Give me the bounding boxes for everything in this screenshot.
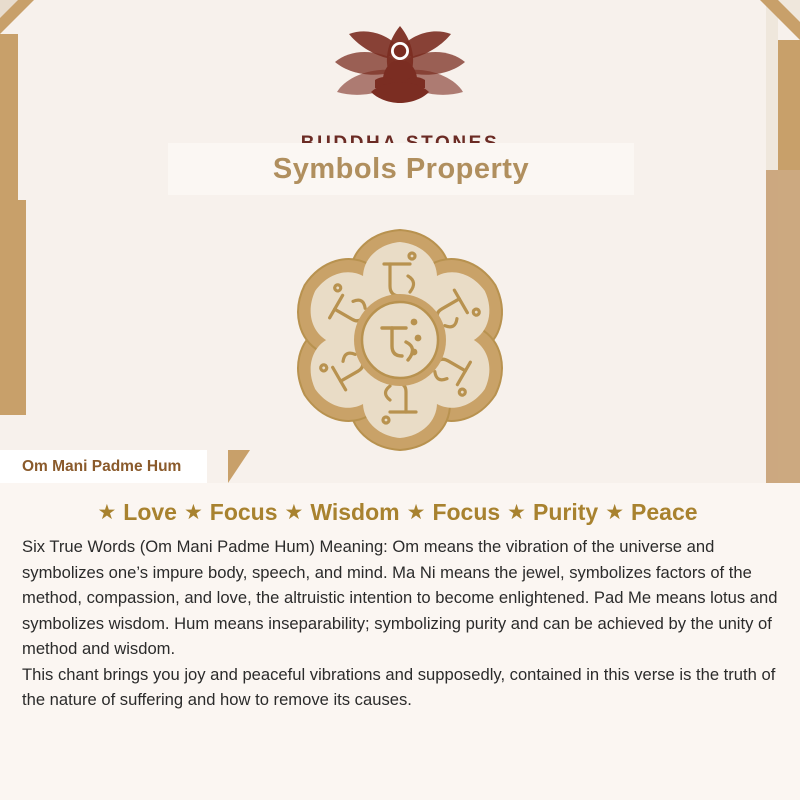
mandala-illustration (0, 205, 800, 480)
page-title-text: Symbols Property (272, 152, 530, 185)
page-title (168, 143, 634, 195)
keyword-purity: Purity (533, 499, 599, 525)
keyword-row (22, 499, 778, 526)
mantra-tab (0, 450, 207, 483)
star-icon: ★ (284, 501, 304, 524)
description-panel (0, 483, 800, 800)
star-icon: ★ (605, 501, 625, 524)
tab-flag-decoration (228, 450, 250, 483)
star-icon: ★ (406, 501, 426, 524)
description-paragraph-2: This chant brings you joy and peaceful vibrations and supposedly, contained in this verse is the truth of the nature of suffering and how to remove its causes. (22, 664, 776, 709)
mantra-tab-label: Om Mani Padme Hum (22, 457, 182, 475)
keyword-focus-2: Focus (432, 499, 501, 525)
om-mani-padme-hum-lotus-mandala-icon (250, 205, 550, 480)
star-icon: ★ (97, 501, 117, 524)
star-icon: ★ (507, 501, 526, 524)
brand-logo (0, 18, 800, 155)
keyword-focus-1: Focus (209, 499, 278, 525)
keyword-wisdom: Wisdom (310, 499, 400, 525)
lotus-meditation-figure-icon (305, 18, 495, 127)
keyword-love: Love (123, 499, 177, 525)
decorative-corner-top-left-inner (0, 0, 18, 18)
description-paragraph-1: Six True Words (Om Mani Padme Hum) Meaning: Om means the vibration of the universe and symbolizes one’s impure body, speech, and mind. Ma Ni means the jewel, symbolizes factors of the method, compassion, and love, the altruistic intention to become enlightened. Pad Me means lotus and symbolizes wisdom. Hum means inseparability; symbolizing purity and can be achieved by the unity of method and wisdom. (22, 537, 778, 658)
keyword-peace: Peace (631, 499, 698, 525)
star-icon: ★ (183, 501, 203, 524)
